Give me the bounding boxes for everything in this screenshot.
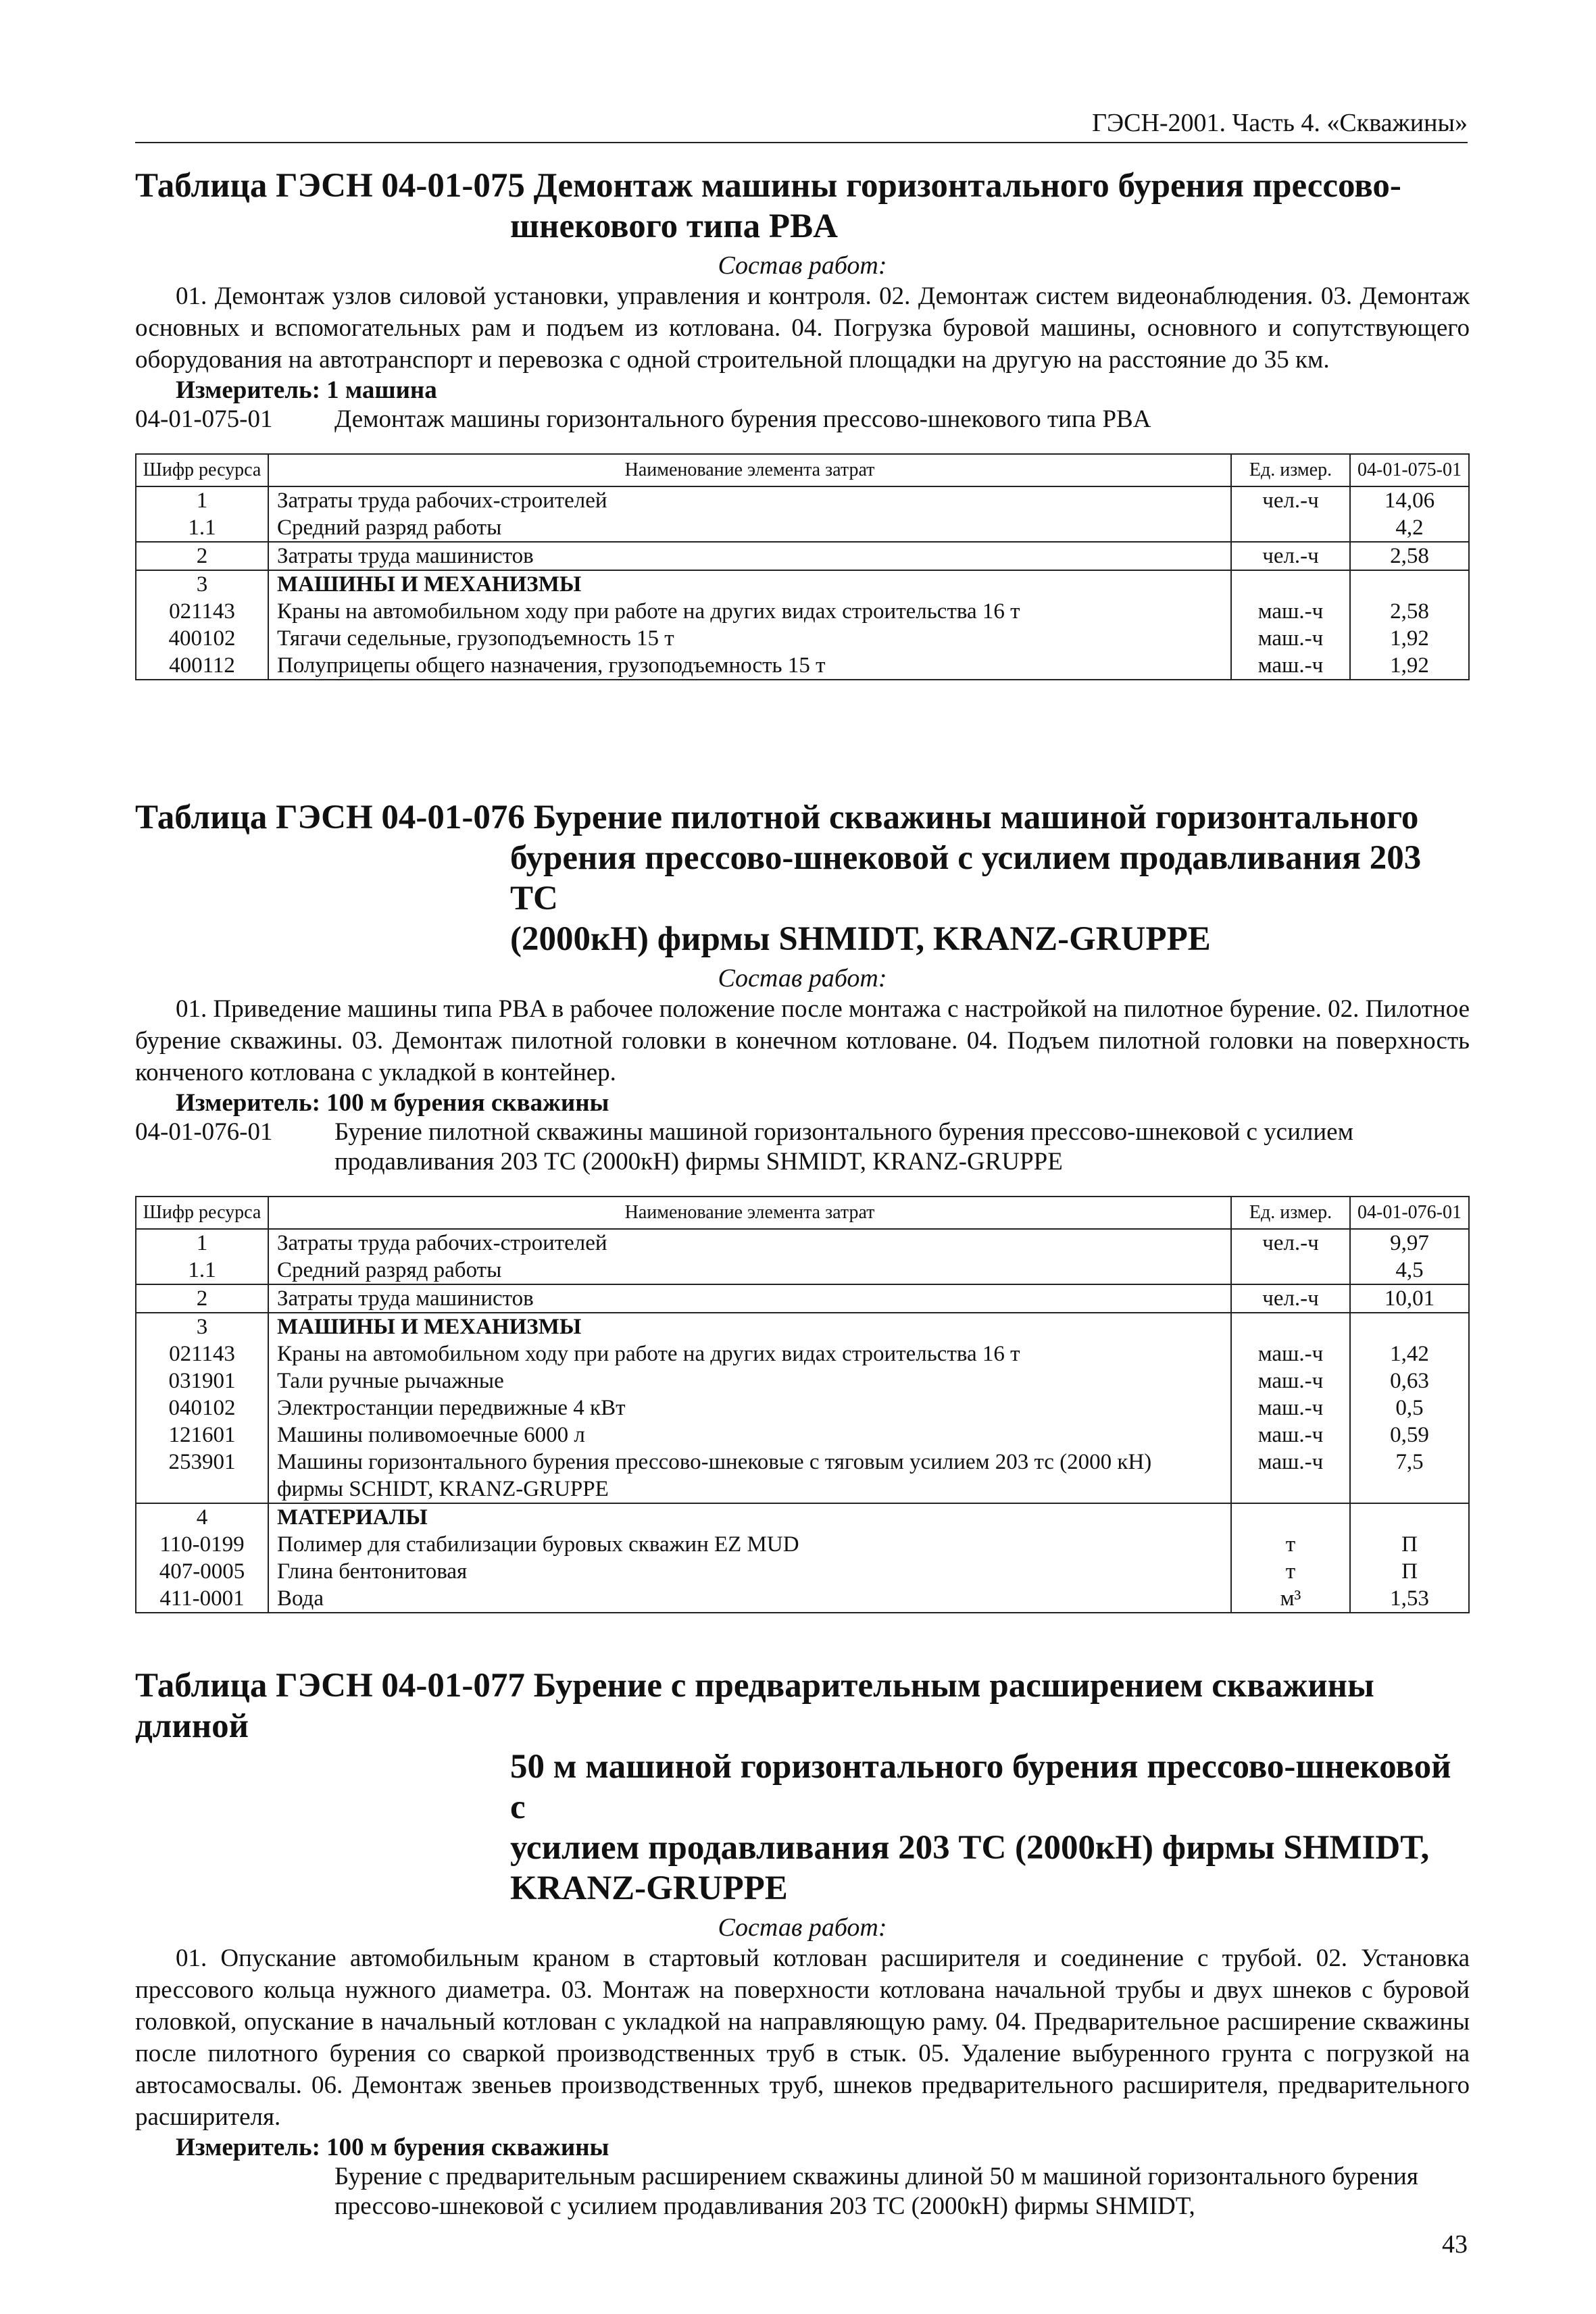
cell-value xyxy=(1350,1313,1469,1340)
cell-code: 1 xyxy=(136,1229,268,1257)
cell-value: 14,06 xyxy=(1350,486,1469,514)
cell-code: 2 xyxy=(136,542,268,570)
table-075-section xyxy=(135,166,1470,680)
cell-name: Краны на автомобильном ходу при работе на других видах строительства 16 т xyxy=(268,1340,1231,1367)
resource-table-076 xyxy=(135,1196,1470,1613)
cell-name: Глина бентонитовая xyxy=(268,1558,1231,1585)
col-head-code: Шифр ресурса xyxy=(136,1197,268,1229)
resource-table-075 xyxy=(135,453,1470,680)
table-row xyxy=(136,1340,1469,1367)
cell-value: 0,59 xyxy=(1350,1422,1469,1449)
cell-name: Полимер для стабилизации буровых скважин EZ MUD xyxy=(268,1531,1231,1558)
title-line: KRANZ-GRUPPE xyxy=(510,1869,788,1907)
cell-value: 1,42 xyxy=(1350,1340,1469,1367)
meter: Измеритель: 100 м бурения скважины xyxy=(176,1089,609,1117)
table-row xyxy=(136,1503,1469,1531)
cell-name: Тали ручные рычажные xyxy=(268,1367,1231,1394)
cell-code: 1 xyxy=(136,486,268,514)
norm-code: 04-01-076-01 xyxy=(135,1118,273,1146)
cell-code: 4 xyxy=(136,1503,268,1531)
cell-name: МАШИНЫ И МЕХАНИЗМЫ xyxy=(268,570,1231,598)
table-row xyxy=(136,1367,1469,1394)
col-head-unit: Ед. измер. xyxy=(1231,1197,1350,1229)
table-row xyxy=(136,1284,1469,1313)
cell-code: 411-0001 xyxy=(136,1585,268,1613)
col-head-norm: 04-01-076-01 xyxy=(1350,1197,1469,1229)
cell-unit: маш.-ч xyxy=(1231,1449,1350,1503)
cell-name: МАШИНЫ И МЕХАНИЗМЫ xyxy=(268,1313,1231,1340)
cell-value: П xyxy=(1350,1558,1469,1585)
cell-name: Средний разряд работы xyxy=(268,1257,1231,1284)
cell-value: 2,58 xyxy=(1350,542,1469,570)
col-head-norm: 04-01-075-01 xyxy=(1350,454,1469,486)
cell-unit: м³ xyxy=(1231,1585,1350,1613)
norm-code-line xyxy=(135,2162,1470,2221)
composition-text: 01. Демонтаж узлов силовой установки, управления и контроля. 02. Демонтаж систем видеонаблюдения. 03. Демонтаж основных и вспомогательных рам и подъем из котлована. 04. Погрузка буровой машины, основного и сопутствующего оборудования на автотранспорт и перевозка с одной строительной площадки на другую на расстояние до 35 км. xyxy=(135,282,1470,374)
cell-name: Машины горизонтального бурения прессово-шнековые с тяговым усилием 203 тс (2000 кН) фирмы SCHIDT, KRANZ-GRUPPE xyxy=(268,1449,1231,1503)
cell-code: 1.1 xyxy=(136,1257,268,1284)
cell-code: 021143 xyxy=(136,598,268,625)
cell-unit: чел.-ч xyxy=(1231,486,1350,514)
cell-name: Краны на автомобильном ходу при работе на других видах строительства 16 т xyxy=(268,598,1231,625)
cell-value: 2,58 xyxy=(1350,598,1469,625)
table-row xyxy=(136,652,1469,680)
table-077-section xyxy=(135,1665,1470,2221)
table-row xyxy=(136,598,1469,625)
title-line: 50 м машиной горизонтального бурения прессово-шнековой с xyxy=(510,1748,1451,1826)
table-row xyxy=(136,1585,1469,1613)
cell-name: Затраты труда рабочих-строителей xyxy=(268,1229,1231,1257)
cell-name: Затраты труда машинистов xyxy=(268,1284,1231,1313)
cell-name: Электростанции передвижные 4 кВт xyxy=(268,1394,1231,1422)
table-row xyxy=(136,542,1469,570)
cell-unit xyxy=(1231,1313,1350,1340)
cell-value xyxy=(1350,1503,1469,1531)
cell-unit xyxy=(1231,514,1350,542)
cell-unit: чел.-ч xyxy=(1231,1229,1350,1257)
cell-value: 1,92 xyxy=(1350,625,1469,652)
table-076-section xyxy=(135,797,1470,1613)
cell-name: Полуприцепы общего назначения, грузоподъемность 15 т xyxy=(268,652,1231,680)
composition-label: Состав работ: xyxy=(718,964,887,992)
header-divider xyxy=(135,142,1468,143)
cell-code: 3 xyxy=(136,570,268,598)
cell-code: 1.1 xyxy=(136,514,268,542)
table-row xyxy=(136,570,1469,598)
cell-name: Затраты труда машинистов xyxy=(268,542,1231,570)
cell-value xyxy=(1350,570,1469,598)
table-row xyxy=(136,1449,1469,1503)
cell-unit: чел.-ч xyxy=(1231,1284,1350,1313)
norm-code xyxy=(135,2162,334,2221)
cell-name: Тягачи седельные, грузоподъемность 15 т xyxy=(268,625,1231,652)
cell-value: 1,92 xyxy=(1350,652,1469,680)
cell-code: 400102 xyxy=(136,625,268,652)
col-head-unit: Ед. измер. xyxy=(1231,454,1350,486)
composition-text: 01. Приведение машины типа PBA в рабочее положение после монтажа с настройкой на пилотное бурение. 02. Пилотное бурение скважины. 03. Демонтаж пилотной головки в конечном котловане. 04. Подъем пилотной головки на поверхность конченого котлована с укладкой в контейнер. xyxy=(135,995,1470,1086)
table-075-title xyxy=(135,166,1470,247)
table-076-title xyxy=(135,797,1470,959)
table-row xyxy=(136,1558,1469,1585)
norm-code-line xyxy=(135,1117,1470,1177)
cell-unit: маш.-ч xyxy=(1231,598,1350,625)
table-077-title xyxy=(135,1665,1470,1909)
cell-unit xyxy=(1231,570,1350,598)
composition-text: 01. Опускание автомобильным краном в стартовый котлован расширителя и соединение с трубой. 02. Установка прессового кольца нужного диаметра. 03. Монтаж на поверхности котлована начальной трубы и двух шнеков с буровой головкой, опускание в начальный котлован с укладкой на направляющую раму. 04. Предварительное расширение скважины после пилотного бурения со сваркой производственных труб в стык. 05. Удаление выбуренного грунта с погрузкой на автосамосвалы. 06. Демонтаж звеньев производственных труб, шнеков предварительного расширителя, предварительного расширителя. xyxy=(135,1944,1470,2131)
table-row xyxy=(136,1422,1469,1449)
col-head-name: Наименование элемента затрат xyxy=(268,1197,1231,1229)
cell-code: 253901 xyxy=(136,1449,268,1503)
norm-name: Демонтаж машины горизонтального бурения прессово-шнекового типа PBA xyxy=(334,405,1151,433)
title-line: бурения прессово-шнековой с усилием продавливания 203 ТС xyxy=(510,839,1422,917)
cell-code: 021143 xyxy=(136,1340,268,1367)
table-row xyxy=(136,1394,1469,1422)
cell-name: МАТЕРИАЛЫ xyxy=(268,1503,1231,1531)
cell-unit: т xyxy=(1231,1558,1350,1585)
table-row xyxy=(136,1313,1469,1340)
title-line: Таблица ГЭСН 04-01-077 Бурение с предварительным расширением скважины длиной xyxy=(135,1667,1374,1745)
cell-code: 407-0005 xyxy=(136,1558,268,1585)
cell-name: Средний разряд работы xyxy=(268,514,1231,542)
title-line: (2000кН) фирмы SHMIDT, KRANZ-GRUPPE xyxy=(510,920,1211,958)
cell-unit xyxy=(1231,1257,1350,1284)
cell-name: Вода xyxy=(268,1585,1231,1613)
cell-unit: маш.-ч xyxy=(1231,625,1350,652)
cell-code: 110-0199 xyxy=(136,1531,268,1558)
title-line: Таблица ГЭСН 04-01-076 Бурение пилотной скважины машиной горизонтального xyxy=(135,799,1419,836)
norm-code-line xyxy=(135,405,1470,434)
composition-label: Состав работ: xyxy=(718,1913,887,1942)
cell-unit: маш.-ч xyxy=(1231,1340,1350,1367)
cell-unit: маш.-ч xyxy=(1231,1422,1350,1449)
cell-unit: маш.-ч xyxy=(1231,1394,1350,1422)
running-head: ГЭСН-2001. Часть 4. «Скважины» xyxy=(1092,109,1468,137)
title-line: усилием продавливания 203 ТС (2000кН) фирмы SHMIDT, xyxy=(510,1829,1430,1867)
norm-name: Бурение с предварительным расширением скважины длиной 50 м машиной горизонтального бурения прессово-шнековой с усилием продавливания 203 ТС (2000кН) фирмы SHMIDT, xyxy=(334,2163,1418,2220)
norm-code: 04-01-075-01 xyxy=(135,405,273,433)
col-head-name: Наименование элемента затрат xyxy=(268,454,1231,486)
cell-unit xyxy=(1231,1503,1350,1531)
cell-value: 7,5 xyxy=(1350,1449,1469,1503)
cell-code: 121601 xyxy=(136,1422,268,1449)
title-line: шнекового типа PBA xyxy=(510,207,838,245)
cell-unit: чел.-ч xyxy=(1231,542,1350,570)
meter: Измеритель: 1 машина xyxy=(176,376,437,404)
norm-name: Бурение пилотной скважины машиной горизонтального бурения прессово-шнековой с усилием продавливания 203 ТС (2000кН) фирмы SHMIDT, KRANZ-GRUPPE xyxy=(334,1118,1354,1176)
cell-name: Затраты труда рабочих-строителей xyxy=(268,486,1231,514)
title-line: Таблица ГЭСН 04-01-075 Демонтаж машины горизонтального бурения прессово- xyxy=(135,167,1401,205)
table-row xyxy=(136,625,1469,652)
cell-value: 0,5 xyxy=(1350,1394,1469,1422)
table-row xyxy=(136,486,1469,514)
cell-unit: маш.-ч xyxy=(1231,1367,1350,1394)
cell-code: 400112 xyxy=(136,652,268,680)
meter: Измеритель: 100 м бурения скважины xyxy=(176,2134,609,2161)
table-row xyxy=(136,1229,1469,1257)
cell-value: 4,5 xyxy=(1350,1257,1469,1284)
cell-value: 4,2 xyxy=(1350,514,1469,542)
cell-unit: маш.-ч xyxy=(1231,652,1350,680)
cell-code: 031901 xyxy=(136,1367,268,1394)
cell-code: 2 xyxy=(136,1284,268,1313)
cell-value: 10,01 xyxy=(1350,1284,1469,1313)
cell-code: 040102 xyxy=(136,1394,268,1422)
table-row xyxy=(136,1531,1469,1558)
cell-value: 9,97 xyxy=(1350,1229,1469,1257)
cell-value: П xyxy=(1350,1531,1469,1558)
table-row xyxy=(136,1257,1469,1284)
table-row xyxy=(136,514,1469,542)
cell-code: 3 xyxy=(136,1313,268,1340)
composition-label: Состав работ: xyxy=(718,251,887,280)
cell-unit: т xyxy=(1231,1531,1350,1558)
cell-value: 0,63 xyxy=(1350,1367,1469,1394)
col-head-code: Шифр ресурса xyxy=(136,454,268,486)
cell-value: 1,53 xyxy=(1350,1585,1469,1613)
cell-name: Машины поливомоечные 6000 л xyxy=(268,1422,1231,1449)
page-number: 43 xyxy=(1442,2230,1468,2259)
